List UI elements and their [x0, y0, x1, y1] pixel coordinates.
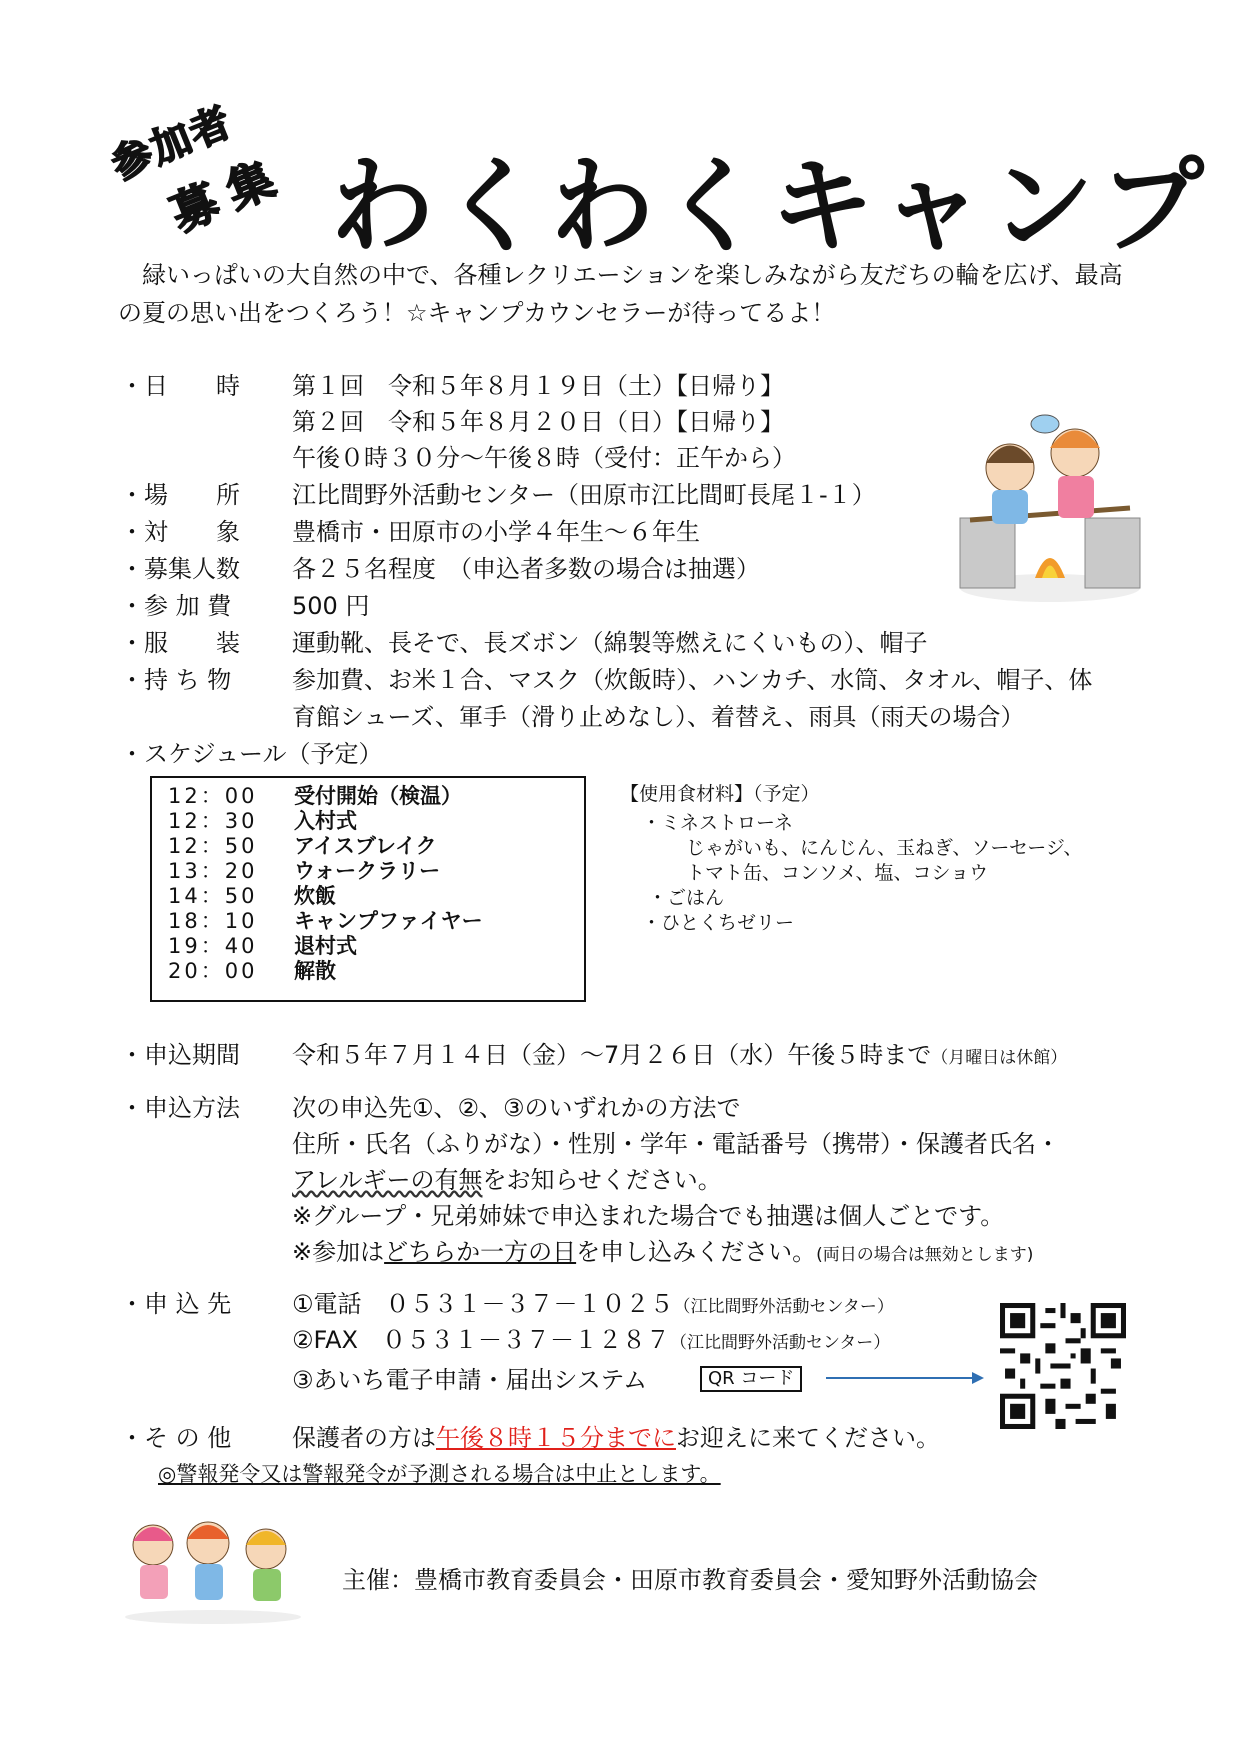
schedule-activity: 受付開始（検温） [294, 784, 462, 808]
online-system: ③あいち電子申請・届出システム [292, 1366, 648, 1394]
schedule-row [168, 834, 437, 859]
arrow-right-icon [826, 1366, 986, 1390]
pickup-text-start: 保護者の方は [292, 1424, 436, 1452]
schedule-time: 19：40 [168, 934, 258, 958]
place-value: 江比間野外活動センター（田原市江比間町長尾１-１） [292, 481, 876, 509]
schedule-time: 18：10 [168, 909, 258, 933]
schedule-row [168, 909, 483, 934]
contact-phone [292, 1286, 894, 1325]
intro-text: 緑いっぱいの大自然の中で、各種レクリエーションを楽しみながら友だちの輪を広げ、最高の夏の思い出をつくろう！☆キャンプカウンセラーが待ってるよ！ [118, 261, 1123, 327]
contact-label: ・申 込 先 [120, 1290, 232, 1318]
schedule-time: 20：00 [168, 959, 258, 983]
method-line-4: ※グループ・兄弟姉妹で申込まれた場合でも抽選は個人ごとです。 [292, 1202, 1005, 1230]
schedule-activity: アイスブレイク [294, 834, 437, 858]
schedule-time: 12：30 [168, 809, 258, 833]
pickup-notice [292, 1420, 940, 1456]
target-label: ・対 象 [120, 518, 240, 546]
schedule-activity: キャンプファイヤー [294, 909, 483, 933]
capacity-value: 各２５名程度 （申込者多数の場合は抽選） [292, 555, 760, 583]
camp-cooking-illustration [950, 408, 1150, 608]
method-line-5-note: (両日の場合は無効とします) [816, 1245, 1034, 1265]
ingredient-detail: トマト缶、コンソメ、塩、コショウ [686, 862, 989, 884]
children-hiking-illustration [118, 1505, 308, 1625]
contact-fax [292, 1322, 890, 1361]
schedule-activity: 炊飯 [294, 884, 336, 908]
date-line-2: 第２回 令和５年８月２０日（日）【日帰り】 [292, 408, 784, 436]
period-dates: 令和５年７月１４日（金）～7月２６日（水）午後５時まで [292, 1041, 932, 1069]
schedule-row [168, 884, 336, 909]
method-line-5 [292, 1234, 1033, 1273]
date-line-3: 午後０時３０分～午後８時（受付：正午から） [292, 444, 796, 472]
ingredient-item: ・ミネストローネ [642, 812, 794, 834]
schedule-row [168, 809, 357, 834]
fee-label: ・参 加 費 [120, 592, 232, 620]
fee-value: 500 円 [292, 592, 370, 620]
schedule-row [168, 934, 357, 959]
fax-note: （江比間野外活動センター） [669, 1333, 891, 1353]
pickup-time-emphasis: 午後８時１５分までに [436, 1424, 676, 1452]
qr-code-label: QR コード [700, 1366, 802, 1392]
clothing-label: ・服 装 [120, 629, 240, 657]
items-line-2: 育館シューズ、軍手（滑り止めなし）、着替え、雨具（雨天の場合） [292, 703, 1025, 731]
items-line-1: 参加費、お米１合、マスク（炊飯時）、ハンカチ、水筒、タオル、帽子、体 [292, 666, 1093, 694]
schedule-activity: 退村式 [294, 934, 357, 958]
schedule-time: 12：50 [168, 834, 258, 858]
schedule-row [168, 784, 462, 809]
phone-note: （江比間野外活動センター） [673, 1297, 894, 1317]
schedule-activity: 解散 [294, 959, 336, 983]
ingredient-item: ・ひとくちゼリー [642, 912, 795, 934]
place-label: ・場 所 [120, 481, 240, 509]
ingredient-item: ・ごはん [648, 887, 725, 909]
pickup-text-end: お迎えに来てください。 [676, 1424, 940, 1452]
contact-online [292, 1362, 647, 1398]
schedule-row [168, 959, 336, 984]
schedule-activity: 入村式 [294, 809, 357, 833]
method-line-5-end: を申し込みください。 [576, 1238, 817, 1266]
ingredients-heading: 【使用食材料】（予定） [620, 783, 820, 805]
schedule-time: 12：00 [168, 784, 258, 808]
recruit-badge-line2: 募集 [163, 146, 295, 242]
target-value: 豊橋市・田原市の小学４年生～６年生 [292, 518, 700, 546]
page-title: わくわくキャンプ [330, 145, 1211, 267]
capacity-label: ・募集人数 [120, 555, 240, 583]
fax-number: ②FAX ０５３１－３７－１２８７ [292, 1326, 670, 1354]
method-line-3-rest: をお知らせください。 [482, 1166, 722, 1194]
other-label: ・そ の 他 [120, 1424, 232, 1452]
qr-code[interactable] [1000, 1303, 1126, 1429]
phone-number: ①電話 ０５３１－３７－１０２５ [292, 1290, 674, 1318]
clothing-value: 運動靴、長そで、長ズボン（綿製等燃えにくいもの）、帽子 [292, 629, 928, 657]
method-line-2: 住所・氏名（ふりがな）・性別・学年・電話番号（携帯）・保護者氏名・ [292, 1130, 1060, 1158]
schedule-time: 13：20 [168, 859, 258, 883]
method-label: ・申込方法 [120, 1094, 240, 1122]
schedule-row [168, 859, 440, 884]
date-line-1: 第１回 令和５年８月１９日（土）【日帰り】 [292, 372, 784, 400]
organizer: 主催：豊橋市教育委員会・田原市教育委員会・愛知野外活動協会 [342, 1566, 1038, 1594]
one-day-emphasis: どちらか一方の日 [384, 1238, 577, 1266]
date-label: ・日 時 [120, 372, 240, 400]
schedule-activity: ウォークラリー [294, 859, 441, 883]
warning-notice: ◎警報発令又は警報発令が予測される場合は中止とします。 [158, 1462, 721, 1486]
recruit-badge-line1: 参加者 [105, 98, 240, 189]
method-line-5-start: ※参加は [292, 1238, 385, 1266]
items-label: ・持 ち 物 [120, 666, 232, 694]
period-value [292, 1037, 1067, 1076]
ingredient-detail: じゃがいも、にんじん、玉ねぎ、ソーセージ、 [686, 837, 1083, 859]
method-line-1: 次の申込先①、②、③のいずれかの方法で [292, 1094, 741, 1122]
schedule-label: ・スケジュール（予定） [120, 740, 383, 768]
schedule-box [150, 776, 586, 1002]
schedule-time: 14：50 [168, 884, 258, 908]
period-label: ・申込期間 [120, 1041, 240, 1069]
allergy-emphasis: アレルギーの有無 [292, 1166, 483, 1194]
period-note: （月曜日は休館） [931, 1048, 1068, 1068]
method-line-3 [292, 1162, 722, 1198]
